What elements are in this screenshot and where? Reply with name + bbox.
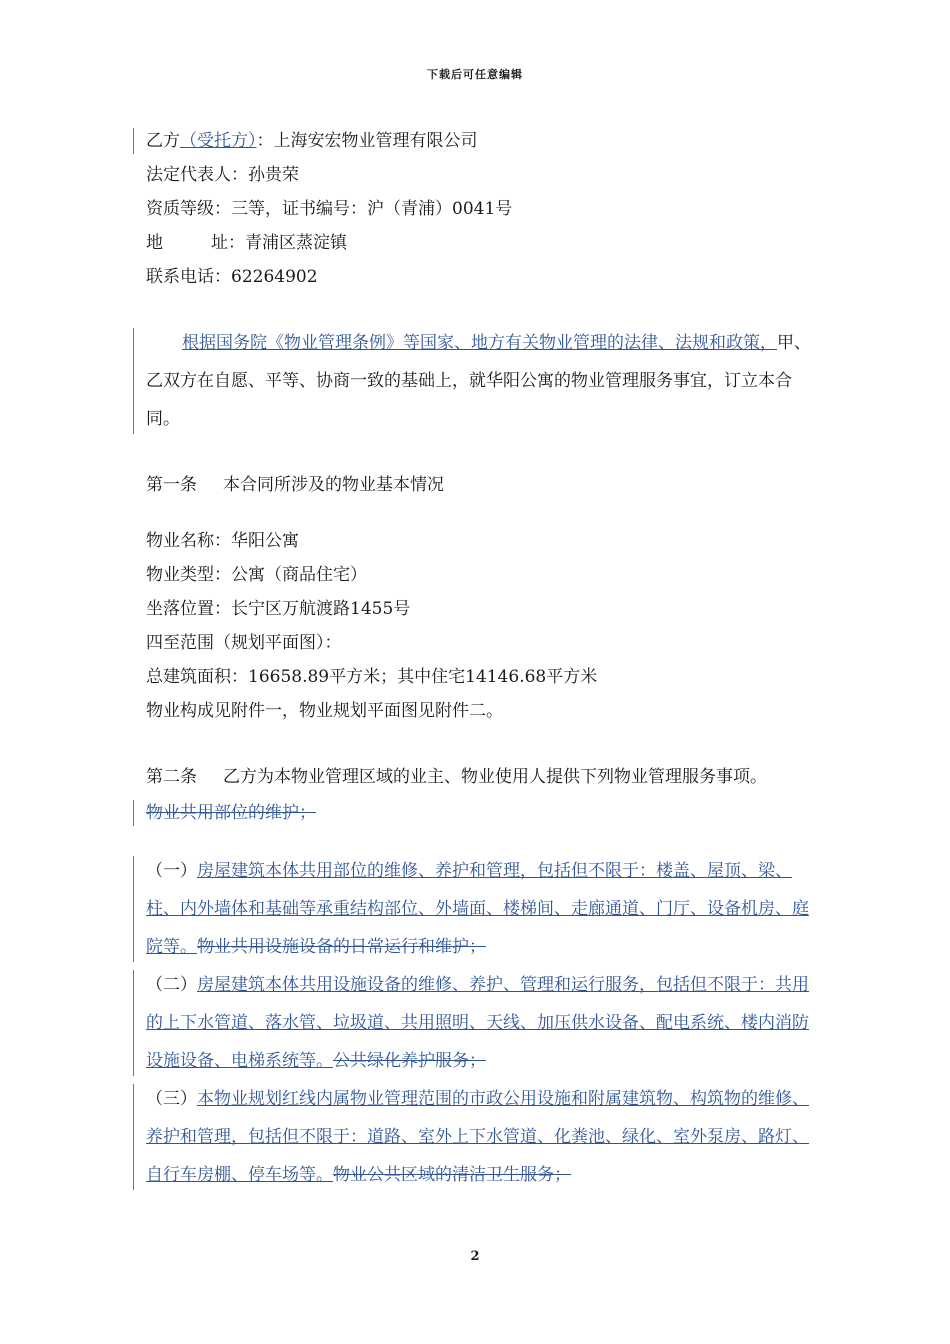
party-b-line: 乙方（受托方）：上海安宏物业管理有限公司 <box>146 124 822 158</box>
inserted-text: （受托方） <box>180 131 257 151</box>
property-type: 物业类型：公寓（商品住宅） <box>146 565 367 585</box>
property-area: 总建筑面积：16658.89平方米；其中住宅14146.68平方米 <box>146 667 598 687</box>
property-boundary: 四至范围（规划平面图）： <box>146 633 342 653</box>
deleted-text: 公共绿化养护服务； <box>333 1051 486 1071</box>
inserted-text: 根据国务院《物业管理条例》等国家、地方有关物业管理的法律、法规和政策， <box>182 333 777 353</box>
deleted-text: 物业共用部位的维护； <box>146 803 316 823</box>
page-header: 下载后可任意编辑 <box>427 68 523 81</box>
preamble: 根据国务院《物业管理条例》等国家、地方有关物业管理的法律、法规和政策，甲、乙双方在自愿、平等、协商一致的基础上，就华阳公寓的物业管理服务事宜，订立本合同。 <box>146 324 822 438</box>
deleted-line <box>146 796 822 830</box>
property-composition: 物业构成见附件一，物业规划平面图见附件二。 <box>146 701 503 721</box>
article-1-title: 第一条 本合同所涉及的物业基本情况 <box>146 475 444 495</box>
page-number: 2 <box>470 1249 480 1264</box>
property-name: 物业名称：华阳公寓 <box>146 531 299 551</box>
document-body <box>146 124 822 1194</box>
service-item-1: （一）房屋建筑本体共用部位的维修、养护和管理，包括但不限于：楼盖、屋顶、梁、柱、内外墙体和基础等承重结构部位、外墙面、楼梯间、走廊通道、门厅、设备机房、庭院等。物业共用设施设备的日常运行和维护； <box>146 852 822 966</box>
address: 地 址：青浦区蒸淀镇 <box>146 233 347 253</box>
service-item-3: （三）本物业规划红线内属物业管理范围的市政公用设施和附属建筑物、构筑物的维修、养护和管理，包括但不限于：道路、室外上下水管道、化粪池、绿化、室外泵房、路灯、自行车房棚、停车场等。物业公共区域的清洁卫生服务； <box>146 1080 822 1194</box>
article-2-title: 第二条 乙方为本物业管理区域的业主、物业使用人提供下列物业管理服务事项。 <box>146 767 767 787</box>
deleted-text: 物业共用设施设备的日常运行和维护； <box>197 937 486 957</box>
property-location: 坐落位置：长宁区万航渡路1455号 <box>146 599 411 619</box>
inserted-text: 本物业规划红线内属物业管理范围的市政公用设施和附属建筑物、构筑物的维修、养护和管理，包括但不限于：道路、室外上下水管道、化粪池、绿化、室外泵房、路灯、自行车房棚、停车场等。 <box>146 1089 809 1185</box>
legal-rep: 法定代表人：孙贵荣 <box>146 165 299 185</box>
service-item-2: （二）房屋建筑本体共用设施设备的维修、养护、管理和运行服务，包括但不限于：共用的上下水管道、落水管、垃圾道、共用照明、天线、加压供水设备、配电系统、楼内消防设施设备、电梯系统等。公共绿化养护服务； <box>146 966 822 1080</box>
inserted-text: 房屋建筑本体共用部位的维修、养护和管理，包括但不限于：楼盖、屋顶、梁、柱、内外墙体和基础等承重结构部位、外墙面、楼梯间、走廊通道、门厅、设备机房、庭院等。 <box>146 861 809 957</box>
qualification: 资质等级：三等，证书编号：沪（青浦）0041号 <box>146 199 513 219</box>
phone: 联系电话：62264902 <box>146 267 318 287</box>
inserted-text: 房屋建筑本体共用设施设备的维修、养护、管理和运行服务，包括但不限于：共用的上下水管道、落水管、垃圾道、共用照明、天线、加压供水设备、配电系统、楼内消防设施设备、电梯系统等。 <box>146 975 809 1071</box>
deleted-text: 物业公共区域的清洁卫生服务； <box>333 1165 571 1185</box>
